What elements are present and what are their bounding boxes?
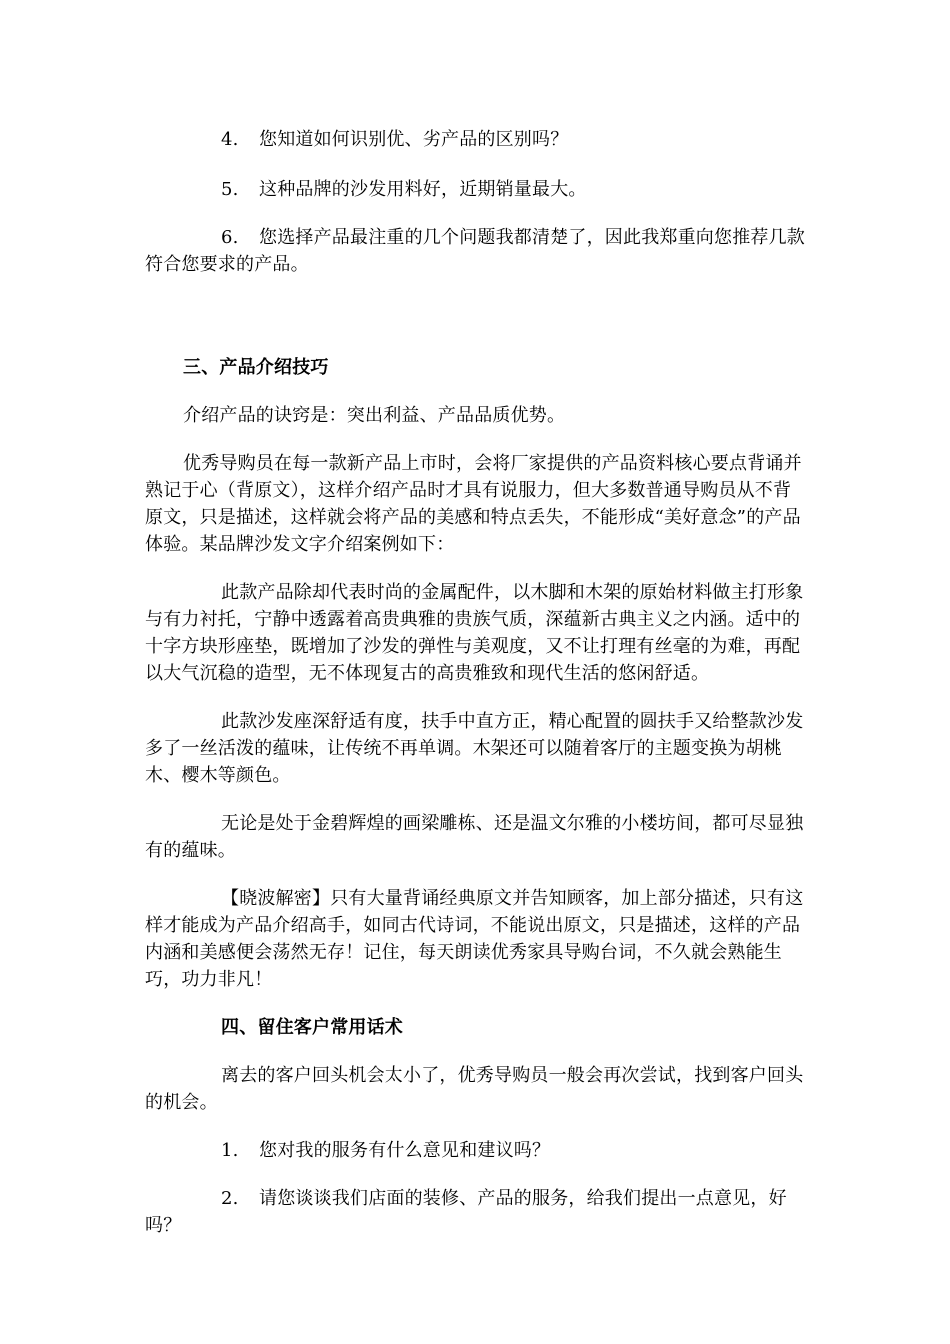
case-paragraph: 无论是处于金碧辉煌的画梁雕栋、还是温文尔雅的小楼坊间，都可尽显独有的蕴味。: [145, 813, 804, 861]
list-number: 2.: [221, 1188, 239, 1209]
list-text: 请您谈谈我们店面的装修、产品的服务，给我们提出一点意见，好吗？: [145, 1188, 787, 1236]
list-item: [145, 176, 805, 203]
section-heading: 三、产品介绍技巧: [183, 357, 329, 378]
list-text: 您知道如何识别优、劣产品的区别吗？: [259, 129, 569, 150]
section-heading: 四、留住客户常用话术: [221, 1017, 403, 1038]
body-paragraph: 优秀导购员在每一款新产品上市时，会将厂家提供的产品资料核心要点背诵并熟记于心（背原文），这样介绍产品时才具有说服力，但大多数普通导购员从不背原文，只是描述，这样就会将产品的美感和特点丢失，不能形成“美好意念”的产品体验。某品牌沙发文字介绍案例如下：: [145, 453, 802, 555]
list-item: [145, 126, 805, 153]
section-intro: 离去的客户回头机会太小了，优秀导购员一般会再次尝试，找到客户回头的机会。: [145, 1065, 804, 1113]
list-number: 1.: [221, 1140, 239, 1161]
case-paragraph: 此款产品除却代表时尚的金属配件，以木脚和木架的原始材料做主打形象与有力衬托，宁静中透露着高贵典雅的贵族气质，深蕴新古典主义之内涵。适中的十字方块形座垫，既增加了沙发的弹性与美观度，又不让打理有丝毫的为难，再配以大气沉稳的造型，无不体现复古的高贵雅致和现代生活的悠闲舒适。: [145, 582, 804, 684]
list-number: 5.: [221, 179, 239, 200]
note-paragraph: 【晓波解密】只有大量背诵经典原文并告知顾客，加上部分描述，只有这样才能成为产品介绍高手，如同古代诗词，不能说出原文，只是描述，这样的产品内涵和美感便会荡然无存！记住，每天朗读优秀家具导购台词，不久就会熟能生巧，功力非凡！: [145, 888, 804, 990]
list-item: [145, 1185, 805, 1239]
section-intro: 介绍产品的诀窍是：突出利益、产品品质优势。: [183, 405, 566, 426]
list-item: [145, 224, 805, 278]
document-page: [145, 120, 805, 1239]
case-paragraph: 此款沙发座深舒适有度，扶手中直方正，精心配置的圆扶手又给整款沙发多了一丝活泼的蕴味，让传统不再单调。木架还可以随着客厅的主题变换为胡桃木、樱木等颜色。: [145, 711, 804, 786]
list-item: [145, 1137, 805, 1164]
list-text: 这种品牌的沙发用料好，近期销量最大。: [259, 179, 587, 200]
list-text: 您选择产品最注重的几个问题我都清楚了，因此我郑重向您推荐几款符合您要求的产品。: [145, 227, 805, 275]
list-number: 4.: [221, 129, 239, 150]
list-text: 您对我的服务有什么意见和建议吗？: [259, 1140, 551, 1161]
list-number: 6.: [221, 227, 239, 248]
